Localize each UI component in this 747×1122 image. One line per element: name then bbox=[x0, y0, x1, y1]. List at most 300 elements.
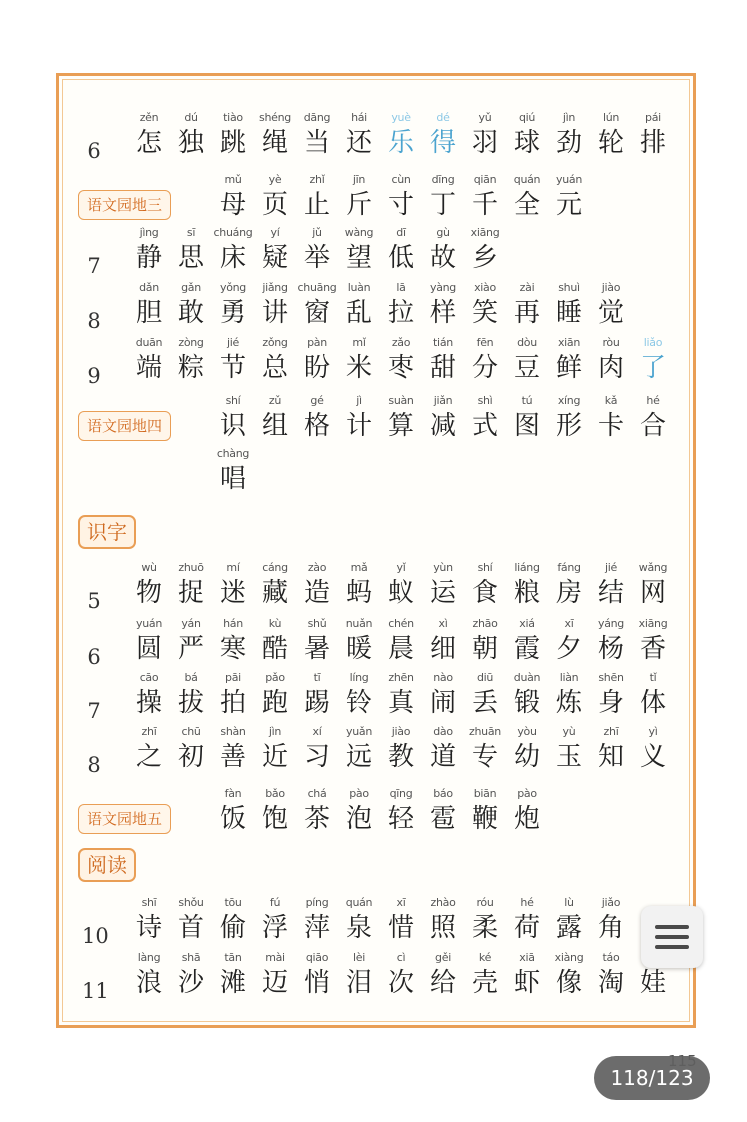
hanzi: 全 bbox=[513, 190, 540, 220]
pinyin: zǎo bbox=[391, 336, 411, 349]
character-cell bbox=[295, 616, 339, 666]
hanzi: 玉 bbox=[555, 742, 582, 772]
pinyin: chá bbox=[307, 787, 327, 800]
character-cell bbox=[211, 895, 255, 945]
character-cell bbox=[337, 560, 381, 610]
pinyin: yòu bbox=[517, 725, 537, 738]
pinyin: fú bbox=[269, 896, 281, 909]
hanzi: 饭 bbox=[219, 804, 246, 834]
hanzi: 斤 bbox=[345, 190, 372, 220]
pinyin: yì bbox=[648, 725, 658, 738]
character-cell bbox=[631, 724, 675, 774]
hanzi: 勇 bbox=[219, 298, 246, 328]
pinyin: bá bbox=[184, 671, 198, 684]
pinyin: wù bbox=[141, 561, 157, 574]
character-cell bbox=[589, 335, 633, 385]
hanzi: 蚁 bbox=[387, 578, 414, 608]
character-cell bbox=[589, 724, 633, 774]
hanzi: 迷 bbox=[219, 578, 246, 608]
pinyin: quán bbox=[513, 173, 541, 186]
lesson-number: 10 bbox=[82, 924, 109, 948]
pinyin: jìn bbox=[562, 111, 576, 124]
pinyin: cāo bbox=[139, 671, 159, 684]
pinyin: hé bbox=[646, 394, 660, 407]
lesson-number: 8 bbox=[87, 309, 101, 333]
pinyin: diū bbox=[476, 671, 494, 684]
character-cell bbox=[295, 280, 339, 330]
hanzi: 诗 bbox=[135, 913, 162, 943]
pinyin: tōu bbox=[224, 896, 242, 909]
character-cell bbox=[127, 225, 171, 275]
pinyin: dú bbox=[184, 111, 198, 124]
hanzi: 球 bbox=[513, 128, 540, 158]
hanzi: 造 bbox=[303, 578, 330, 608]
hanzi: 再 bbox=[513, 298, 540, 328]
character-cell bbox=[253, 280, 297, 330]
character-cell bbox=[127, 110, 171, 160]
pinyin: qiāo bbox=[305, 951, 329, 964]
pinyin: lā bbox=[396, 281, 406, 294]
character-cell bbox=[253, 616, 297, 666]
character-cell bbox=[505, 280, 549, 330]
pinyin: xíng bbox=[557, 394, 581, 407]
hanzi: 低 bbox=[387, 243, 414, 273]
character-cell bbox=[379, 616, 423, 666]
pinyin: mǔ bbox=[224, 173, 242, 186]
hanzi: 笑 bbox=[471, 298, 498, 328]
pinyin: píng bbox=[305, 896, 329, 909]
character-cell bbox=[379, 393, 423, 443]
character-cell bbox=[421, 560, 465, 610]
hanzi: 止 bbox=[303, 190, 330, 220]
character-cell bbox=[505, 895, 549, 945]
pinyin: tān bbox=[224, 951, 242, 964]
hanzi: 踢 bbox=[303, 688, 330, 718]
hanzi: 拔 bbox=[177, 688, 204, 718]
pinyin: chuāng bbox=[297, 281, 337, 294]
character-cell bbox=[169, 895, 213, 945]
pinyin: tú bbox=[521, 394, 533, 407]
character-cell bbox=[169, 560, 213, 610]
lesson-number: 7 bbox=[87, 254, 101, 278]
character-cell bbox=[589, 280, 633, 330]
hanzi: 静 bbox=[135, 243, 162, 273]
hanzi: 圆 bbox=[135, 634, 162, 664]
pinyin: mí bbox=[226, 561, 240, 574]
character-cell bbox=[379, 225, 423, 275]
hanzi: 米 bbox=[345, 353, 372, 383]
hanzi: 胆 bbox=[135, 298, 162, 328]
pinyin: làng bbox=[137, 951, 161, 964]
pinyin: dào bbox=[433, 725, 453, 738]
pinyin: wǎng bbox=[638, 561, 668, 574]
character-cell bbox=[463, 280, 507, 330]
character-row bbox=[0, 560, 747, 624]
character-cell bbox=[463, 393, 507, 443]
hanzi: 丁 bbox=[429, 190, 456, 220]
hanzi: 知 bbox=[597, 742, 624, 772]
hanzi: 远 bbox=[345, 742, 372, 772]
pinyin: zěn bbox=[139, 111, 159, 124]
hanzi: 晨 bbox=[387, 634, 414, 664]
character-cell bbox=[127, 670, 171, 720]
hanzi: 页 bbox=[261, 190, 288, 220]
pinyin: qīng bbox=[389, 787, 413, 800]
character-cell bbox=[589, 670, 633, 720]
pinyin: ròu bbox=[602, 336, 620, 349]
pinyin: zào bbox=[307, 561, 327, 574]
character-cell bbox=[631, 393, 675, 443]
character-cell bbox=[379, 786, 423, 836]
hanzi: 元 bbox=[555, 190, 582, 220]
pinyin: yí bbox=[270, 226, 280, 239]
character-cell bbox=[211, 172, 255, 222]
pinyin: xiā bbox=[519, 951, 535, 964]
menu-button[interactable] bbox=[641, 906, 703, 968]
character-cell bbox=[463, 225, 507, 275]
hanzi: 锻 bbox=[513, 688, 540, 718]
character-cell bbox=[505, 950, 549, 1000]
pinyin: quán bbox=[345, 896, 373, 909]
pinyin: cì bbox=[396, 951, 406, 964]
character-cell bbox=[169, 335, 213, 385]
hanzi: 怎 bbox=[135, 128, 162, 158]
pinyin: pǎo bbox=[265, 671, 285, 684]
character-cell bbox=[337, 950, 381, 1000]
character-cell bbox=[463, 110, 507, 160]
character-cell bbox=[211, 786, 255, 836]
pinyin: fàn bbox=[224, 787, 242, 800]
pinyin: pàn bbox=[307, 336, 327, 349]
character-row bbox=[0, 724, 747, 788]
pinyin: zòng bbox=[178, 336, 204, 349]
hanzi: 义 bbox=[639, 742, 666, 772]
hanzi: 枣 bbox=[387, 353, 414, 383]
hanzi: 睡 bbox=[555, 298, 582, 328]
pinyin: shí bbox=[477, 561, 493, 574]
character-cell bbox=[337, 393, 381, 443]
character-cell bbox=[631, 560, 675, 610]
hanzi: 轻 bbox=[387, 804, 414, 834]
hanzi: 娃 bbox=[639, 968, 666, 998]
character-cell bbox=[547, 393, 591, 443]
pinyin: shí bbox=[225, 394, 241, 407]
hanzi: 真 bbox=[387, 688, 414, 718]
pinyin: mài bbox=[265, 951, 285, 964]
hanzi: 拍 bbox=[219, 688, 246, 718]
character-cell bbox=[421, 616, 465, 666]
character-cell bbox=[211, 110, 255, 160]
pinyin: yuán bbox=[556, 173, 582, 186]
character-cell bbox=[337, 616, 381, 666]
hanzi: 沙 bbox=[177, 968, 204, 998]
hanzi: 惜 bbox=[387, 913, 414, 943]
pinyin: pái bbox=[645, 111, 661, 124]
pinyin: yáng bbox=[597, 617, 624, 630]
hanzi: 次 bbox=[387, 968, 414, 998]
pinyin: dé bbox=[436, 111, 450, 124]
pinyin: jì bbox=[356, 394, 362, 407]
character-cell bbox=[295, 786, 339, 836]
hanzi: 识 bbox=[219, 411, 246, 441]
hanzi: 形 bbox=[555, 411, 582, 441]
hanzi: 寸 bbox=[387, 190, 414, 220]
character-cell bbox=[505, 110, 549, 160]
pinyin: gù bbox=[436, 226, 450, 239]
hanzi: 食 bbox=[471, 578, 498, 608]
hanzi: 善 bbox=[219, 742, 246, 772]
pinyin: jīn bbox=[352, 173, 366, 186]
character-cell bbox=[295, 110, 339, 160]
hanzi: 鞭 bbox=[471, 804, 498, 834]
character-cell bbox=[421, 172, 465, 222]
pinyin: jiào bbox=[391, 725, 411, 738]
character-cell bbox=[421, 280, 465, 330]
pinyin: cùn bbox=[391, 173, 411, 186]
character-cell bbox=[295, 560, 339, 610]
hanzi: 泪 bbox=[345, 968, 372, 998]
hanzi: 跳 bbox=[219, 128, 246, 158]
pinyin: xiāng bbox=[638, 617, 668, 630]
pinyin: jié bbox=[605, 561, 617, 574]
pinyin: zǒng bbox=[262, 336, 288, 349]
character-cell bbox=[337, 280, 381, 330]
pinyin: shā bbox=[181, 951, 201, 964]
character-cell bbox=[127, 724, 171, 774]
hanzi: 酷 bbox=[261, 634, 288, 664]
pinyin: shǔ bbox=[307, 617, 327, 630]
pinyin: shàn bbox=[220, 725, 246, 738]
pinyin: chàng bbox=[216, 447, 250, 460]
character-cell bbox=[505, 724, 549, 774]
character-cell bbox=[379, 280, 423, 330]
hanzi: 窗 bbox=[303, 298, 330, 328]
pinyin: gěi bbox=[435, 951, 451, 964]
pinyin: tǐ bbox=[649, 671, 657, 684]
pinyin: biān bbox=[473, 787, 497, 800]
hanzi: 鲜 bbox=[555, 353, 582, 383]
character-cell bbox=[463, 786, 507, 836]
character-cell bbox=[505, 616, 549, 666]
lesson-number: 7 bbox=[87, 699, 101, 723]
hanzi: 网 bbox=[639, 578, 666, 608]
hanzi: 卡 bbox=[597, 411, 624, 441]
hanzi: 照 bbox=[429, 913, 456, 943]
pinyin: xiào bbox=[474, 281, 496, 294]
pinyin: liǎo bbox=[643, 336, 663, 349]
character-cell bbox=[547, 895, 591, 945]
character-cell bbox=[547, 110, 591, 160]
pinyin: liáng bbox=[514, 561, 540, 574]
pinyin: báo bbox=[433, 787, 453, 800]
hanzi: 道 bbox=[429, 742, 456, 772]
character-cell bbox=[295, 393, 339, 443]
character-cell bbox=[631, 335, 675, 385]
pinyin: pào bbox=[517, 787, 537, 800]
character-cell bbox=[379, 950, 423, 1000]
character-cell bbox=[295, 335, 339, 385]
pinyin: hán bbox=[223, 617, 243, 630]
pinyin: jìn bbox=[268, 725, 282, 738]
pinyin: duàn bbox=[513, 671, 541, 684]
pinyin: kǎ bbox=[604, 394, 618, 407]
pinyin: jié bbox=[227, 336, 239, 349]
character-cell bbox=[169, 724, 213, 774]
page-counter: 118/123 bbox=[594, 1056, 710, 1100]
pinyin: dòu bbox=[517, 336, 537, 349]
hanzi: 虾 bbox=[513, 968, 540, 998]
hanzi: 物 bbox=[135, 578, 162, 608]
character-cell bbox=[211, 950, 255, 1000]
hanzi: 荷 bbox=[513, 913, 540, 943]
pinyin: xí bbox=[312, 725, 322, 738]
pinyin: shēn bbox=[598, 671, 624, 684]
character-cell bbox=[253, 393, 297, 443]
character-cell bbox=[169, 616, 213, 666]
character-cell bbox=[211, 616, 255, 666]
character-cell bbox=[253, 560, 297, 610]
character-cell bbox=[379, 335, 423, 385]
hanzi: 排 bbox=[639, 128, 666, 158]
hanzi: 端 bbox=[135, 353, 162, 383]
hanzi: 悄 bbox=[303, 968, 330, 998]
pinyin: liàn bbox=[559, 671, 579, 684]
character-cell bbox=[421, 895, 465, 945]
hanzi: 故 bbox=[429, 243, 456, 273]
hanzi: 合 bbox=[639, 411, 666, 441]
hanzi: 香 bbox=[639, 634, 666, 664]
pinyin: táo bbox=[602, 951, 620, 964]
hanzi: 首 bbox=[177, 913, 204, 943]
character-cell bbox=[211, 335, 255, 385]
pinyin: hái bbox=[351, 111, 367, 124]
lesson-number: 11 bbox=[82, 979, 109, 1003]
character-cell bbox=[463, 172, 507, 222]
pinyin: chuáng bbox=[213, 226, 253, 239]
pinyin: zhēn bbox=[388, 671, 414, 684]
hanzi: 觉 bbox=[597, 298, 624, 328]
hanzi: 还 bbox=[345, 128, 372, 158]
character-cell bbox=[631, 616, 675, 666]
hanzi: 式 bbox=[471, 411, 498, 441]
character-cell bbox=[505, 335, 549, 385]
hanzi: 讲 bbox=[261, 298, 288, 328]
character-cell bbox=[127, 280, 171, 330]
hanzi: 幼 bbox=[513, 742, 540, 772]
pinyin: shǒu bbox=[178, 896, 204, 909]
hanzi: 运 bbox=[429, 578, 456, 608]
character-cell bbox=[211, 393, 255, 443]
character-cell bbox=[421, 225, 465, 275]
hanzi: 格 bbox=[303, 411, 330, 441]
character-cell bbox=[211, 280, 255, 330]
pinyin: nào bbox=[433, 671, 453, 684]
character-cell bbox=[127, 950, 171, 1000]
pinyin: qiú bbox=[518, 111, 536, 124]
hanzi: 乡 bbox=[471, 243, 498, 273]
pinyin: zhāo bbox=[472, 617, 498, 630]
character-cell bbox=[463, 724, 507, 774]
pinyin: shì bbox=[477, 394, 493, 407]
character-cell bbox=[253, 950, 297, 1000]
character-cell bbox=[463, 950, 507, 1000]
pinyin: xiá bbox=[519, 617, 535, 630]
hanzi: 举 bbox=[303, 243, 330, 273]
pinyin: shéng bbox=[259, 111, 291, 124]
hamburger-menu-icon bbox=[655, 925, 689, 929]
character-cell bbox=[547, 950, 591, 1000]
character-cell bbox=[547, 616, 591, 666]
pinyin: sī bbox=[186, 226, 196, 239]
character-cell bbox=[463, 670, 507, 720]
unit-label: 语文园地四 bbox=[78, 411, 171, 441]
hanzi: 思 bbox=[177, 243, 204, 273]
pinyin: pào bbox=[349, 787, 369, 800]
character-cell bbox=[253, 110, 297, 160]
lesson-number: 8 bbox=[87, 753, 101, 777]
pinyin: róu bbox=[476, 896, 494, 909]
character-cell bbox=[337, 670, 381, 720]
hanzi: 之 bbox=[135, 742, 162, 772]
character-cell bbox=[463, 616, 507, 666]
pinyin: duān bbox=[135, 336, 163, 349]
lesson-number: 9 bbox=[87, 364, 101, 388]
hanzi: 乱 bbox=[345, 298, 372, 328]
pinyin: xiān bbox=[557, 336, 581, 349]
hanzi: 图 bbox=[513, 411, 540, 441]
pinyin: fēn bbox=[476, 336, 494, 349]
pinyin: nuǎn bbox=[345, 617, 373, 630]
character-cell bbox=[589, 950, 633, 1000]
character-cell bbox=[169, 110, 213, 160]
pinyin: yùn bbox=[433, 561, 453, 574]
hanzi: 浪 bbox=[135, 968, 162, 998]
pinyin: zǔ bbox=[268, 394, 282, 407]
character-cell bbox=[463, 895, 507, 945]
pinyin: pāi bbox=[225, 671, 241, 684]
pinyin: zhuō bbox=[178, 561, 204, 574]
hanzi: 望 bbox=[345, 243, 372, 273]
hanzi: 乐 bbox=[387, 128, 414, 158]
character-cell bbox=[379, 724, 423, 774]
character-row bbox=[0, 110, 747, 174]
pinyin: zài bbox=[519, 281, 535, 294]
hanzi: 茶 bbox=[303, 804, 330, 834]
character-cell bbox=[589, 560, 633, 610]
hanzi: 暖 bbox=[345, 634, 372, 664]
hanzi: 蚂 bbox=[345, 578, 372, 608]
unit-label: 语文园地三 bbox=[78, 190, 171, 220]
character-cell bbox=[547, 280, 591, 330]
pinyin: ké bbox=[478, 951, 492, 964]
hanzi: 暑 bbox=[303, 634, 330, 664]
pinyin: zhào bbox=[430, 896, 456, 909]
unit-label: 语文园地五 bbox=[78, 804, 171, 834]
character-cell bbox=[589, 393, 633, 443]
hanzi: 房 bbox=[555, 578, 582, 608]
character-cell bbox=[463, 560, 507, 610]
hanzi: 壳 bbox=[471, 968, 498, 998]
character-cell bbox=[295, 895, 339, 945]
character-row bbox=[0, 786, 747, 850]
character-cell bbox=[631, 110, 675, 160]
hanzi: 丢 bbox=[471, 688, 498, 718]
pinyin: líng bbox=[349, 671, 369, 684]
hanzi: 计 bbox=[345, 411, 372, 441]
pinyin: shī bbox=[141, 896, 157, 909]
pinyin: tī bbox=[313, 671, 321, 684]
pinyin: lèi bbox=[353, 951, 365, 964]
